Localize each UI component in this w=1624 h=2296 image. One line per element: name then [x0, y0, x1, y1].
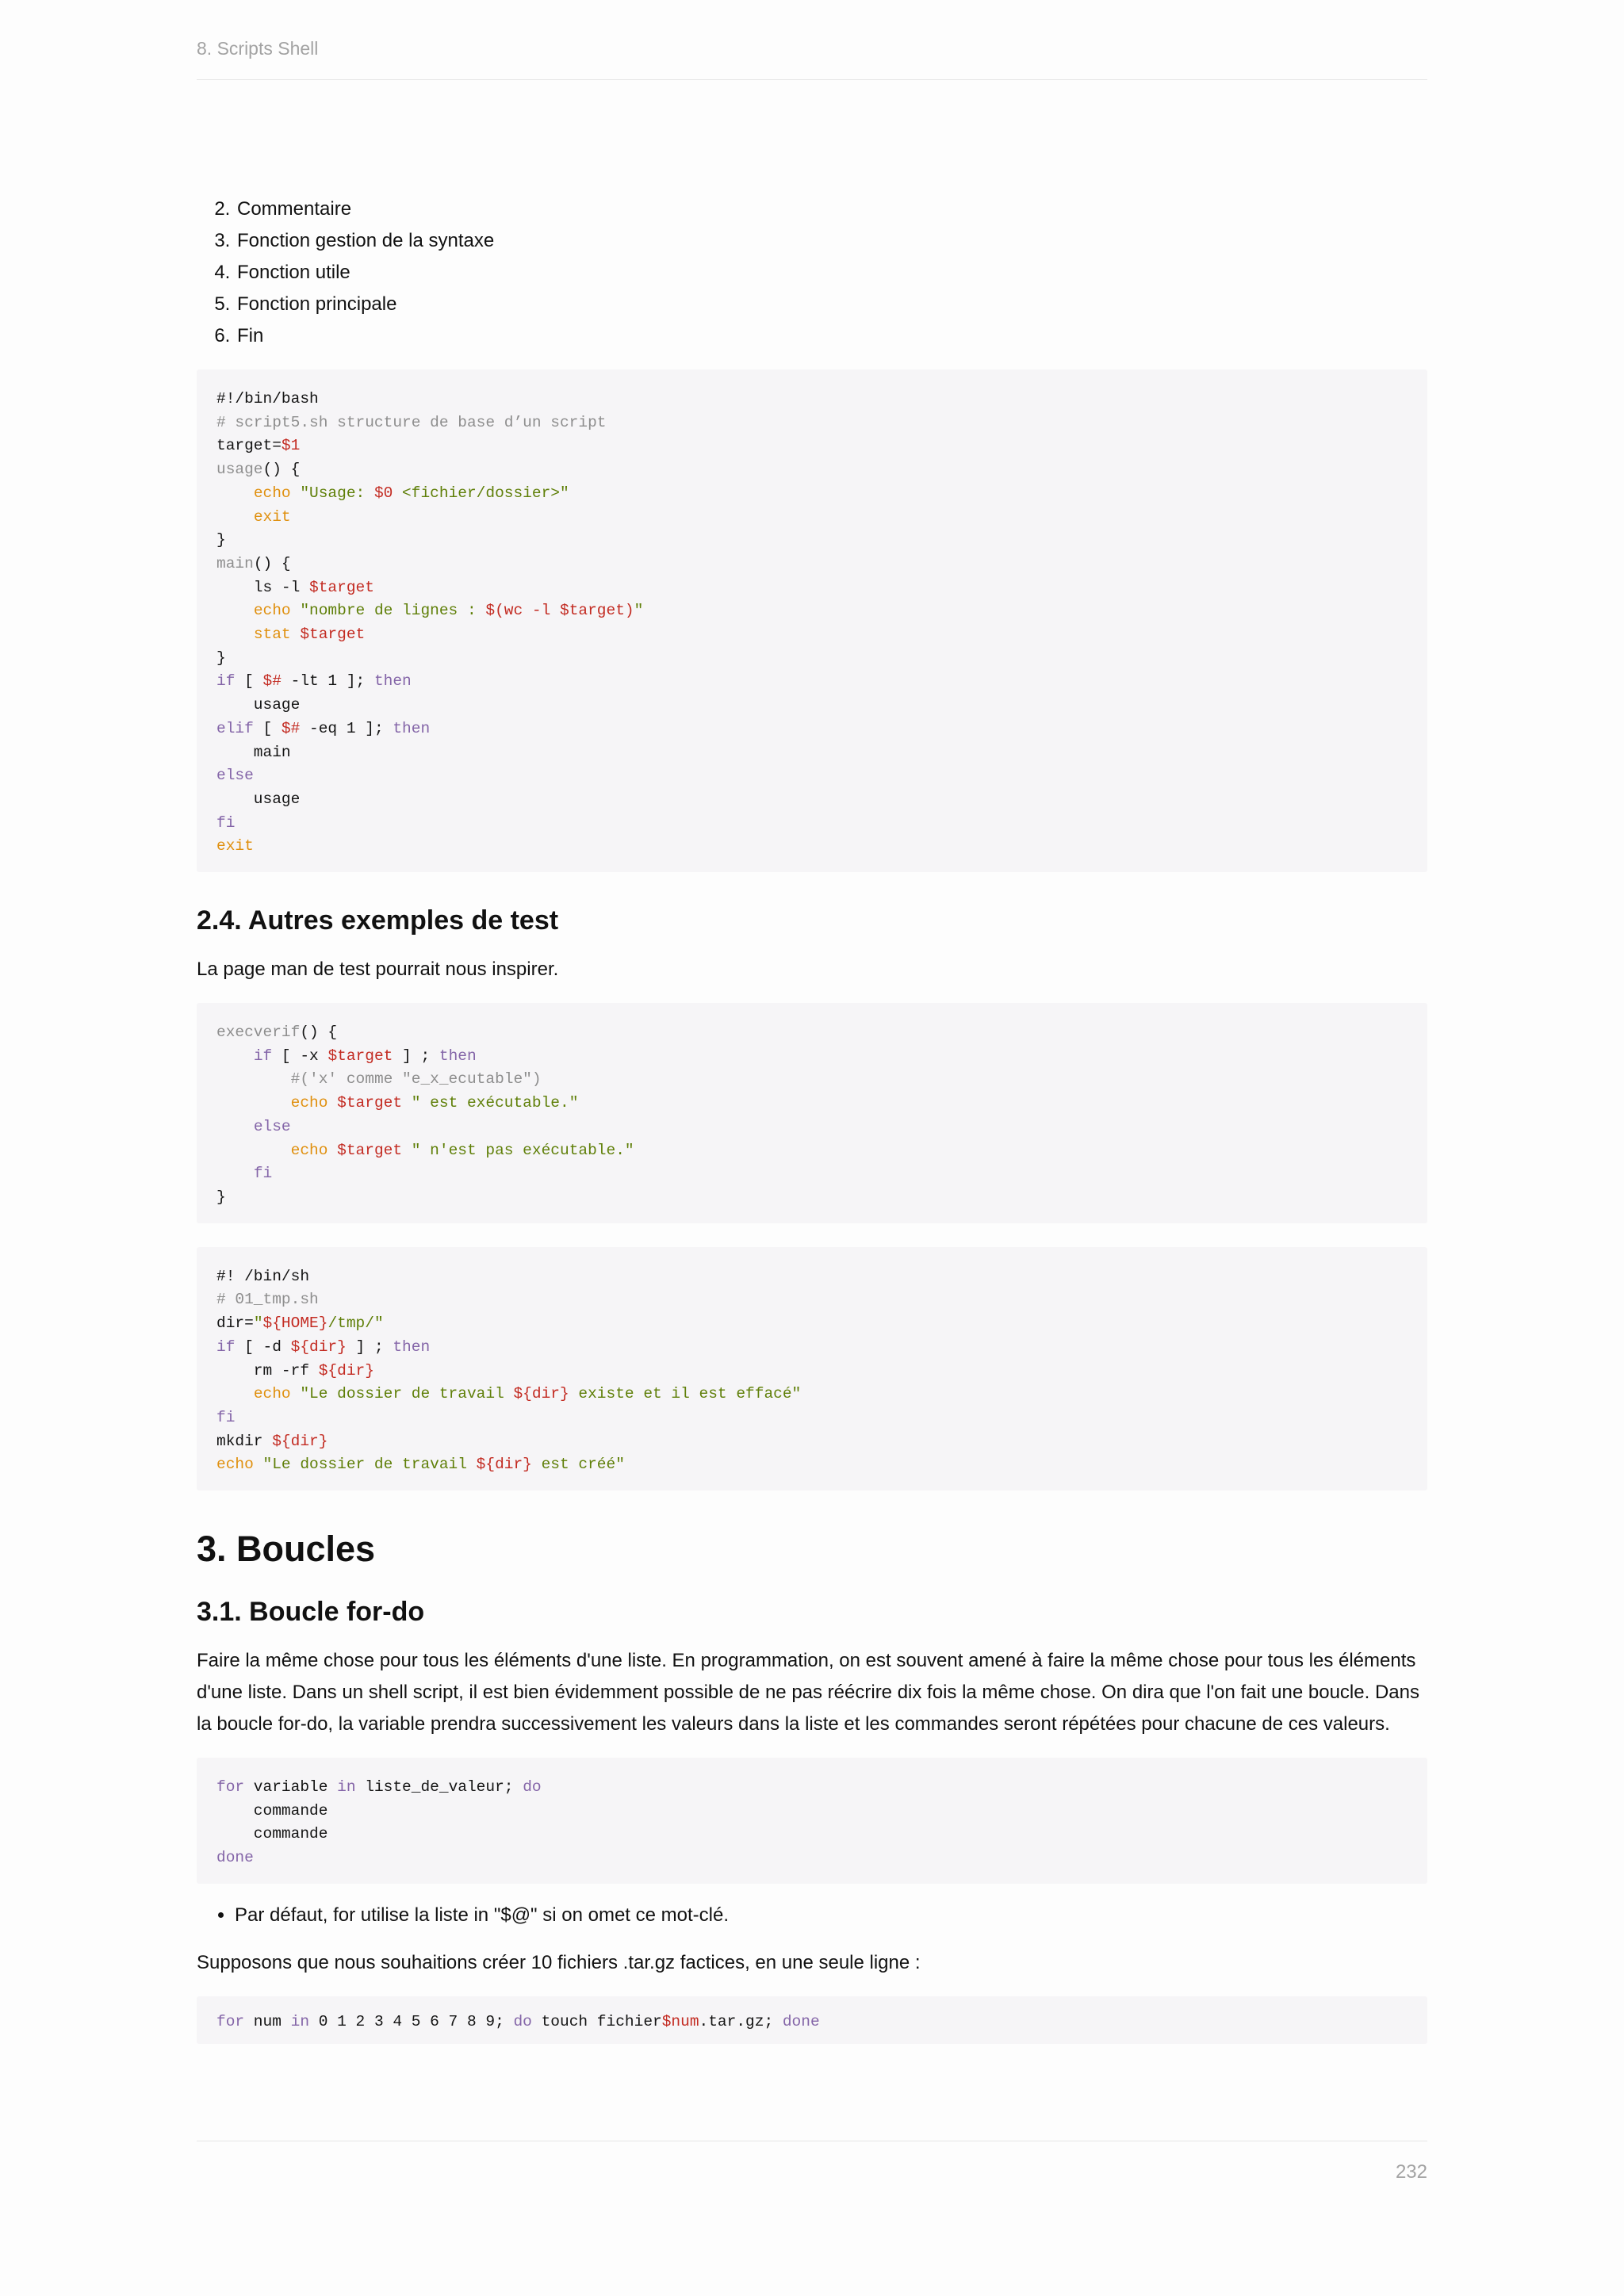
- code-keyword: fi: [216, 1408, 236, 1426]
- code-comment: # script5.sh structure de base d’un script: [216, 413, 607, 431]
- code-keyword: else: [216, 767, 254, 785]
- code-token: () {: [262, 461, 301, 479]
- code-variable: $#: [262, 672, 282, 691]
- code-string: existe et il est effacé": [569, 1385, 802, 1403]
- supposons-text: Supposons que nous souhaitions créer 10 fichiers .tar.gz factices, en une seule ligne :: [197, 1951, 921, 1973]
- code-line: main: [216, 743, 291, 761]
- bullet-item: • Par défaut, for utilise la liste in "$@" si on omet ce mot-clé.: [235, 1900, 1427, 1931]
- code-function: execverif: [216, 1024, 301, 1042]
- code-variable: $target: [337, 1141, 403, 1159]
- code-string: est créé": [531, 1456, 625, 1474]
- code-builtin: echo: [290, 1094, 328, 1112]
- code-string: ": [634, 602, 644, 620]
- code-string: " n'est pas exécutable.": [402, 1141, 634, 1159]
- list-item: 4. Fonction utile: [236, 257, 1427, 289]
- code-token: ls -l: [216, 578, 310, 596]
- code-string: "Le dossier de travail: [253, 1456, 477, 1474]
- code-keyword: then: [373, 672, 412, 691]
- code-string: "nombre de lignes :: [290, 602, 486, 620]
- code-block-script5: #!/bin/bash # script5.sh structure de base d’un script target=$1 usage() { echo "Usage: $0 <fichier/dossier>" exit } main() { ls -l $target echo "nombre de lignes : $(wc -l $target)" stat $target } if [ $# -lt 1 ]; then usage elif [ $# -eq 1 ]; then main else usage fi exit: [197, 369, 1427, 872]
- section-heading-3-1: 3.1. Boucle for-do: [197, 1597, 425, 1628]
- code-variable: $1: [281, 437, 301, 455]
- code-keyword: elif: [216, 719, 254, 737]
- code-keyword: then: [393, 1337, 431, 1356]
- code-string: <fichier/dossier>": [393, 484, 569, 502]
- code-variable: $target: [309, 578, 374, 596]
- code-keyword: done: [782, 2012, 820, 2030]
- code-line: usage: [216, 790, 301, 808]
- section-heading-2-4: 2.4. Autres exemples de test: [197, 905, 559, 936]
- code-variable: ${dir}: [272, 1432, 328, 1450]
- code-builtin: echo: [253, 602, 291, 620]
- code-variable: ${HOME}: [262, 1314, 328, 1333]
- chapter-heading: 3. Boucles: [197, 1529, 376, 1570]
- code-variable: ${dir}: [476, 1456, 532, 1474]
- code-variable: $target: [337, 1094, 403, 1112]
- code-block-execverif: execverif() { if [ -x $target ] ; then #('x' comme "e_x_ecutable") echo $target " est exécutable." else echo $target " n'est pas exécutable." fi }: [197, 1003, 1427, 1223]
- code-variable: $(wc -l $target): [485, 602, 634, 620]
- section-2-4-text: La page man de test pourrait nous inspirer.: [197, 959, 559, 981]
- code-string: "Usage:: [290, 484, 374, 502]
- code-keyword: if: [253, 1047, 273, 1065]
- code-string: "Le dossier de travail: [290, 1385, 514, 1403]
- code-variable: ${dir}: [290, 1337, 347, 1356]
- code-line: }: [216, 649, 226, 667]
- code-function: main: [216, 554, 254, 572]
- code-builtin: exit: [253, 507, 291, 526]
- code-function: usage: [216, 461, 263, 479]
- code-line: commande: [216, 1801, 328, 1820]
- code-builtin: echo: [290, 1141, 328, 1159]
- code-keyword: for: [216, 1778, 245, 1797]
- list-item: 6. Fin: [236, 320, 1427, 352]
- code-variable: $#: [281, 719, 301, 737]
- code-builtin: echo: [253, 484, 291, 502]
- code-builtin: exit: [216, 837, 254, 855]
- code-comment: # 01_tmp.sh: [216, 1291, 319, 1309]
- code-string: ": [253, 1314, 263, 1333]
- code-keyword: else: [253, 1117, 291, 1135]
- list-item: 2. Commentaire: [236, 193, 1427, 225]
- running-header: 8. Scripts Shell: [197, 38, 319, 59]
- code-line: }: [216, 531, 226, 549]
- code-string: " est exécutable.": [402, 1094, 579, 1112]
- code-keyword: fi: [253, 1165, 273, 1183]
- code-block-for: for variable in liste_de_valeur; do commande commande done: [197, 1758, 1427, 1884]
- code-keyword: do: [523, 1778, 542, 1797]
- page-number: 232: [1395, 2161, 1427, 2183]
- code-token: target=: [216, 437, 282, 455]
- code-token: () {: [253, 554, 291, 572]
- code-line: #!/bin/bash: [216, 390, 319, 408]
- code-builtin: echo: [253, 1385, 291, 1403]
- code-string: /tmp/": [327, 1314, 384, 1333]
- code-keyword: in: [337, 1778, 356, 1797]
- code-keyword: in: [290, 2012, 310, 2030]
- code-keyword: fi: [216, 813, 236, 832]
- bullet-list: [197, 1900, 1427, 1931]
- list-item: 3. Fonction gestion de la syntaxe: [236, 225, 1427, 257]
- code-comment: #('x' comme "e_x_ecutable"): [290, 1070, 542, 1089]
- code-keyword: then: [439, 1047, 477, 1065]
- code-keyword: done: [216, 1849, 254, 1867]
- code-variable: $target: [327, 1047, 393, 1065]
- code-variable: ${dir}: [318, 1361, 374, 1380]
- code-block-tmp: #! /bin/sh # 01_tmp.sh dir="${HOME}/tmp/" if [ -d ${dir} ] ; then rm -rf ${dir} echo "Le dossier de travail ${dir} existe et il est effacé" fi mkdir ${dir} echo "Le dossier de travail ${dir} est créé": [197, 1247, 1427, 1490]
- code-variable: ${dir}: [513, 1385, 569, 1403]
- code-line: usage: [216, 696, 301, 714]
- code-variable: $num: [661, 2012, 699, 2030]
- page-content: [197, 193, 1427, 2044]
- code-keyword: do: [513, 2012, 532, 2030]
- header-divider: [197, 79, 1427, 80]
- section-3-1-paragraph: Faire la même chose pour tous les éléments d'une liste. En programmation, on est souvent amené à faire la même chose pour tous les éléments d'une liste. Dans un shell script, il est bien évidemment possible de ne pas réécrire dix fois la même chose. On dira que l'on fait une boucle. Dans la boucle for-do, la variable prendra successivement les valeurs dans la liste et les commandes seront répétées pour chacune de ces valeurs.: [197, 1650, 1419, 1735]
- code-block-oneliner: for num in 0 1 2 3 4 5 6 7 8 9; do touch fichier$num.tar.gz; done: [197, 1996, 1427, 2044]
- structure-list: [197, 193, 1427, 352]
- code-variable: $target: [300, 626, 366, 644]
- code-keyword: if: [216, 1337, 236, 1356]
- code-keyword: then: [393, 719, 431, 737]
- code-keyword: for: [216, 2012, 245, 2030]
- code-line: }: [216, 1188, 226, 1206]
- list-item: 5. Fonction principale: [236, 289, 1427, 320]
- code-variable: $0: [373, 484, 393, 502]
- code-builtin: echo: [216, 1456, 254, 1474]
- code-line: commande: [216, 1825, 328, 1843]
- code-keyword: if: [216, 672, 236, 691]
- code-line: #! /bin/sh: [216, 1267, 310, 1285]
- code-builtin: stat: [253, 626, 291, 644]
